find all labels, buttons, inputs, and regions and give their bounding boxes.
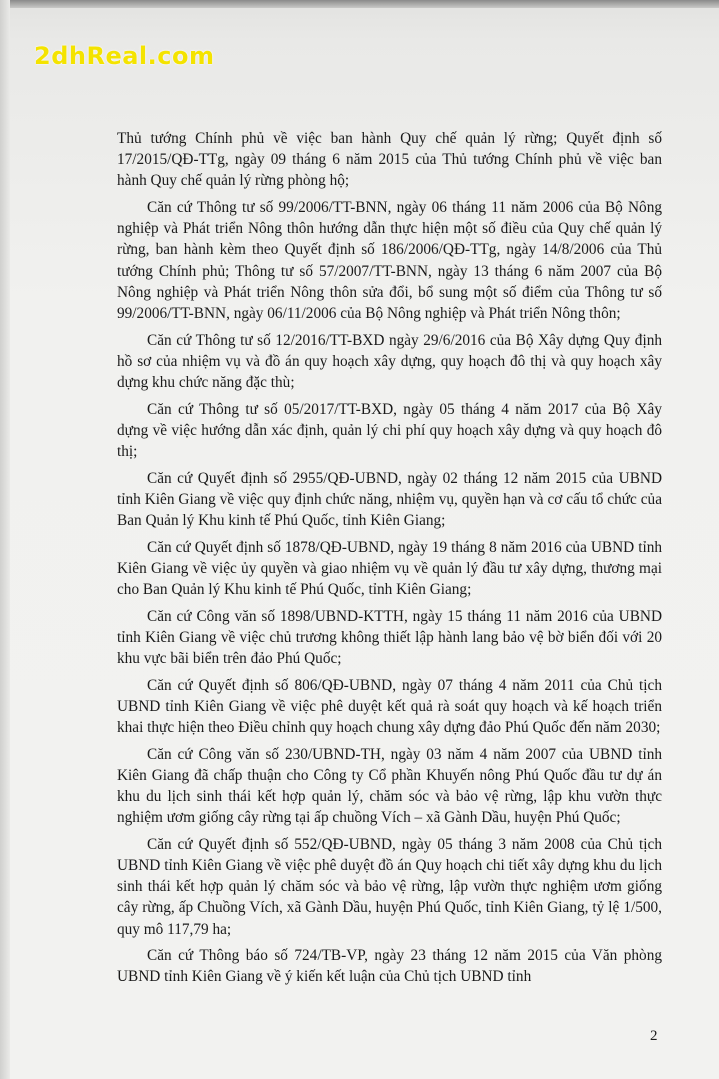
paragraph: Căn cứ Thông báo số 724/TB-VP, ngày 23 tháng 12 năm 2015 của Văn phòng UBND tỉnh Kiên Giang về ý kiến kết luận của Chủ tịch UBND tỉnh	[117, 947, 662, 986]
paragraph: Căn cứ Thông tư số 05/2017/TT-BXD, ngày 05 tháng 4 năm 2017 của Bộ Xây dựng về việc hướng dẫn xác định, quản lý chi phí quy hoạch xây dựng và quy hoạch đô thị;	[117, 400, 662, 461]
page-top-edge	[0, 0, 719, 8]
paragraph-continuation: Thủ tướng Chính phủ về việc ban hành Quy chế quản lý rừng; Quyết định số 17/2015/QĐ-TTg, ngày 09 tháng 6 năm 2015 của Thủ tướng Chính phủ về việc ban hành Quy chế quản lý rừng phòng hộ;	[117, 130, 662, 190]
paragraph: Căn cứ Quyết định số 806/QĐ-UBND, ngày 07 tháng 4 năm 2011 của Chủ tịch UBND tỉnh Kiên Giang về việc phê duyệt kết quả rà soát quy hoạch và kế hoạch triển khai thực hiện theo Điều chỉnh quy hoạch chung xây dựng đảo Phú Quốc đến năm 2030;	[117, 676, 662, 737]
paragraph: Căn cứ Công văn số 230/UBND-TH, ngày 03 năm 4 năm 2007 của UBND tỉnh Kiên Giang đã chấp thuận cho Công ty Cổ phần Khuyến nông Phú Quốc đầu tư dự án khu du lịch sinh thái kết hợp quản lý, chăm sóc và bảo vệ rừng, lập khu vườn thực nghiệm ươm giống cây rừng tại ấp chuồng Vích – xã Gành Dầu, huyện Phú Quốc;	[117, 745, 662, 827]
watermark-text: 2dhReal.com	[34, 42, 215, 70]
document-body	[117, 128, 662, 993]
paragraph: Căn cứ Thông tư số 12/2016/TT-BXD ngày 29/6/2016 của Bộ Xây dựng Quy định hồ sơ của nhiệm vụ và đồ án quy hoạch xây dựng, quy hoạch đô thị và quy hoạch xây dựng khu chức năng đặc thù;	[117, 331, 662, 392]
paragraph: Căn cứ Quyết định số 552/QĐ-UBND, ngày 05 tháng 3 năm 2008 của Chủ tịch UBND tỉnh Kiên Giang về việc phê duyệt đồ án Quy hoạch chi tiết xây dựng khu du lịch sinh thái kết hợp quản lý chăm sóc và bảo vệ rừng, lập vườn thực nghiệm ươm giống cây rừng, ấp Chuồng Vích, xã Gành Dầu, huyện Phú Quốc, tỉnh Kiên Giang, tỷ lệ 1/500, quy mô 117,79 ha;	[117, 835, 662, 938]
paragraph: Căn cứ Quyết định số 2955/QĐ-UBND, ngày 02 tháng 12 năm 2015 của UBND tỉnh Kiên Giang về việc quy định chức năng, nhiệm vụ, quyền hạn và cơ cấu tổ chức của Ban Quản lý Khu kinh tế Phú Quốc, tỉnh Kiên Giang;	[117, 469, 662, 530]
page-left-edge	[0, 0, 10, 1079]
paragraph: Căn cứ Thông tư số 99/2006/TT-BNN, ngày 06 tháng 11 năm 2006 của Bộ Nông nghiệp và Phát triển Nông thôn hướng dẫn thực hiện một số điều của Quy chế quản lý rừng, ban hành kèm theo Quyết định số 186/2006/QĐ-TTg, ngày 14/8/2006 của Thủ tướng Chính phủ; Thông tư số 57/2007/TT-BNN, ngày 13 tháng 6 năm 2007 của Bộ Nông nghiệp và Phát triển Nông thôn sửa đổi, bổ sung một số điểm của Thông tư số 99/2006/TT-BNN, ngày 06/11/2006 của Bộ Nông nghiệp và Phát triển Nông thôn;	[117, 199, 662, 323]
page-number: 2	[650, 1028, 658, 1044]
paragraph: Căn cứ Công văn số 1898/UBND-KTTH, ngày 15 tháng 11 năm 2016 của UBND tỉnh Kiên Giang về việc chủ trương không thiết lập hành lang bảo vệ bờ biển đối với 20 khu vực bãi biển trên đảo Phú Quốc;	[117, 607, 662, 668]
paragraph: Căn cứ Quyết định số 1878/QĐ-UBND, ngày 19 tháng 8 năm 2016 của UBND tỉnh Kiên Giang về việc ủy quyền và giao nhiệm vụ về quản lý đầu tư xây dựng, thương mại cho Ban Quản lý Khu kinh tế Phú Quốc, tỉnh Kiên Giang;	[117, 538, 662, 599]
